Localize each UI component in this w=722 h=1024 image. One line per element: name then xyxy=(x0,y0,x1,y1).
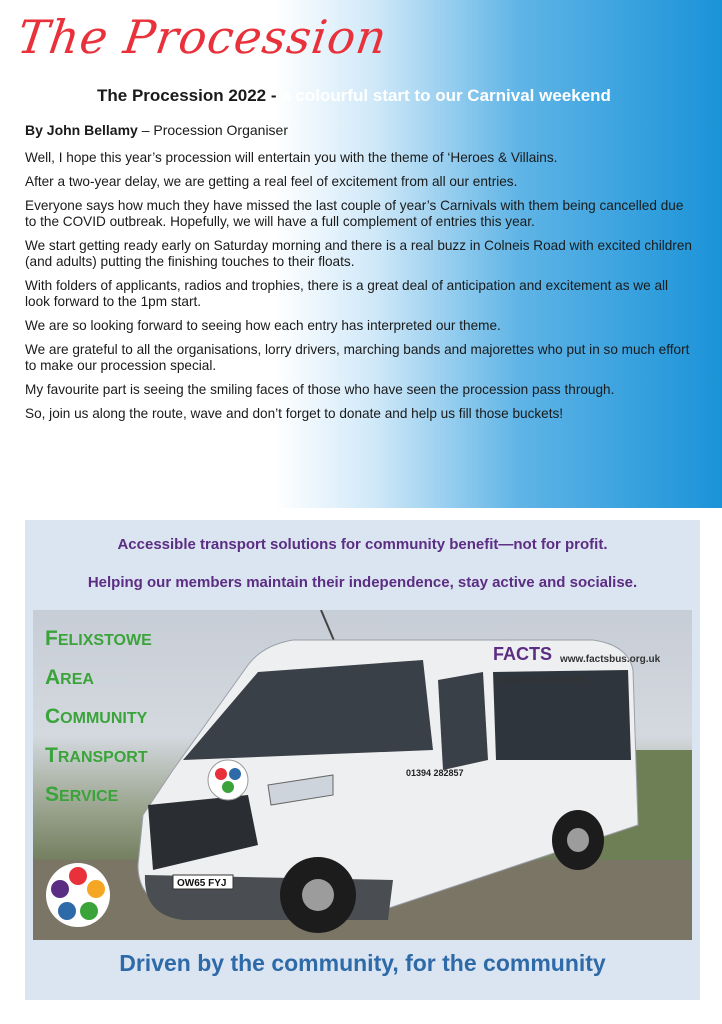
paragraph: Everyone says how much they have missed the last couple of year’s Carnivals with them being cancelled due to the COVID outbreak. Hopefully, we will have a full complement of entries this year. xyxy=(25,198,684,229)
van-side-web: www.factsbus.org.uk xyxy=(560,654,661,665)
byline-role: – Procession Organiser xyxy=(137,122,289,138)
subtitle-main: The Procession 2022 - xyxy=(97,86,282,105)
van-plate: OW65 FYJ xyxy=(177,878,227,889)
article-title: The Procession xyxy=(14,10,391,64)
acronym-line: FELIXSTOWE xyxy=(45,627,152,650)
paragraph: Well, I hope this year’s procession will entertain you with the theme of ‘Heroes & Villains. xyxy=(25,150,558,165)
paragraph: With folders of applicants, radios and trophies, there is a great deal of anticipation and excitement as we all look forward to the 1pm start. xyxy=(25,278,669,309)
paragraph: So, join us along the route, wave and don’t forget to donate and help us fill those buckets! xyxy=(25,406,564,421)
acronym-line: COMMUNITY xyxy=(45,705,148,728)
paragraph: We are so looking forward to seeing how each entry has interpreted our theme. xyxy=(25,318,501,333)
acronym-line: AREA xyxy=(45,666,94,689)
paragraph: We are grateful to all the organisations, lorry drivers, marching bands and majorettes who put in so much effort to make our procession special. xyxy=(25,342,690,373)
van-side-label: COMMUNITY TRANSPORT xyxy=(498,677,587,684)
article-subtitle xyxy=(97,86,611,106)
advert-header-line1: Accessible transport solutions for community benefit—not for profit. xyxy=(117,536,608,553)
paragraph: We start getting ready early on Saturday morning and there is a real buzz in Colneis Road with excited children (and adults) putting the finishing touches to their floats. xyxy=(25,238,692,269)
acronym-line: SERVICE xyxy=(45,783,119,806)
subtitle-accent: a colourful start to our Carnival weekend xyxy=(281,86,611,105)
advert-header-line2: Helping our members maintain their independence, stay active and socialise. xyxy=(87,574,638,591)
byline xyxy=(25,122,288,138)
paragraph: My favourite part is seeing the smiling faces of those who have seen the procession pass through. xyxy=(25,382,615,397)
facts-advert xyxy=(25,520,700,1000)
facts-logo-icon xyxy=(45,862,111,928)
acronym-line: TRANSPORT xyxy=(45,744,148,767)
paragraph: After a two-year delay, we are getting a real feel of excitement from all our entries. xyxy=(25,174,518,189)
byline-author: By John Bellamy xyxy=(25,122,138,138)
van-brand: FACTS xyxy=(493,644,553,664)
article-section xyxy=(0,0,722,508)
advert-footer-slogan: Driven by the community, for the community xyxy=(119,950,606,976)
facts-acronym xyxy=(45,620,152,815)
van-side-phone: 01394 282857 xyxy=(406,768,464,778)
van-photo xyxy=(33,610,692,940)
article-body xyxy=(25,150,695,430)
